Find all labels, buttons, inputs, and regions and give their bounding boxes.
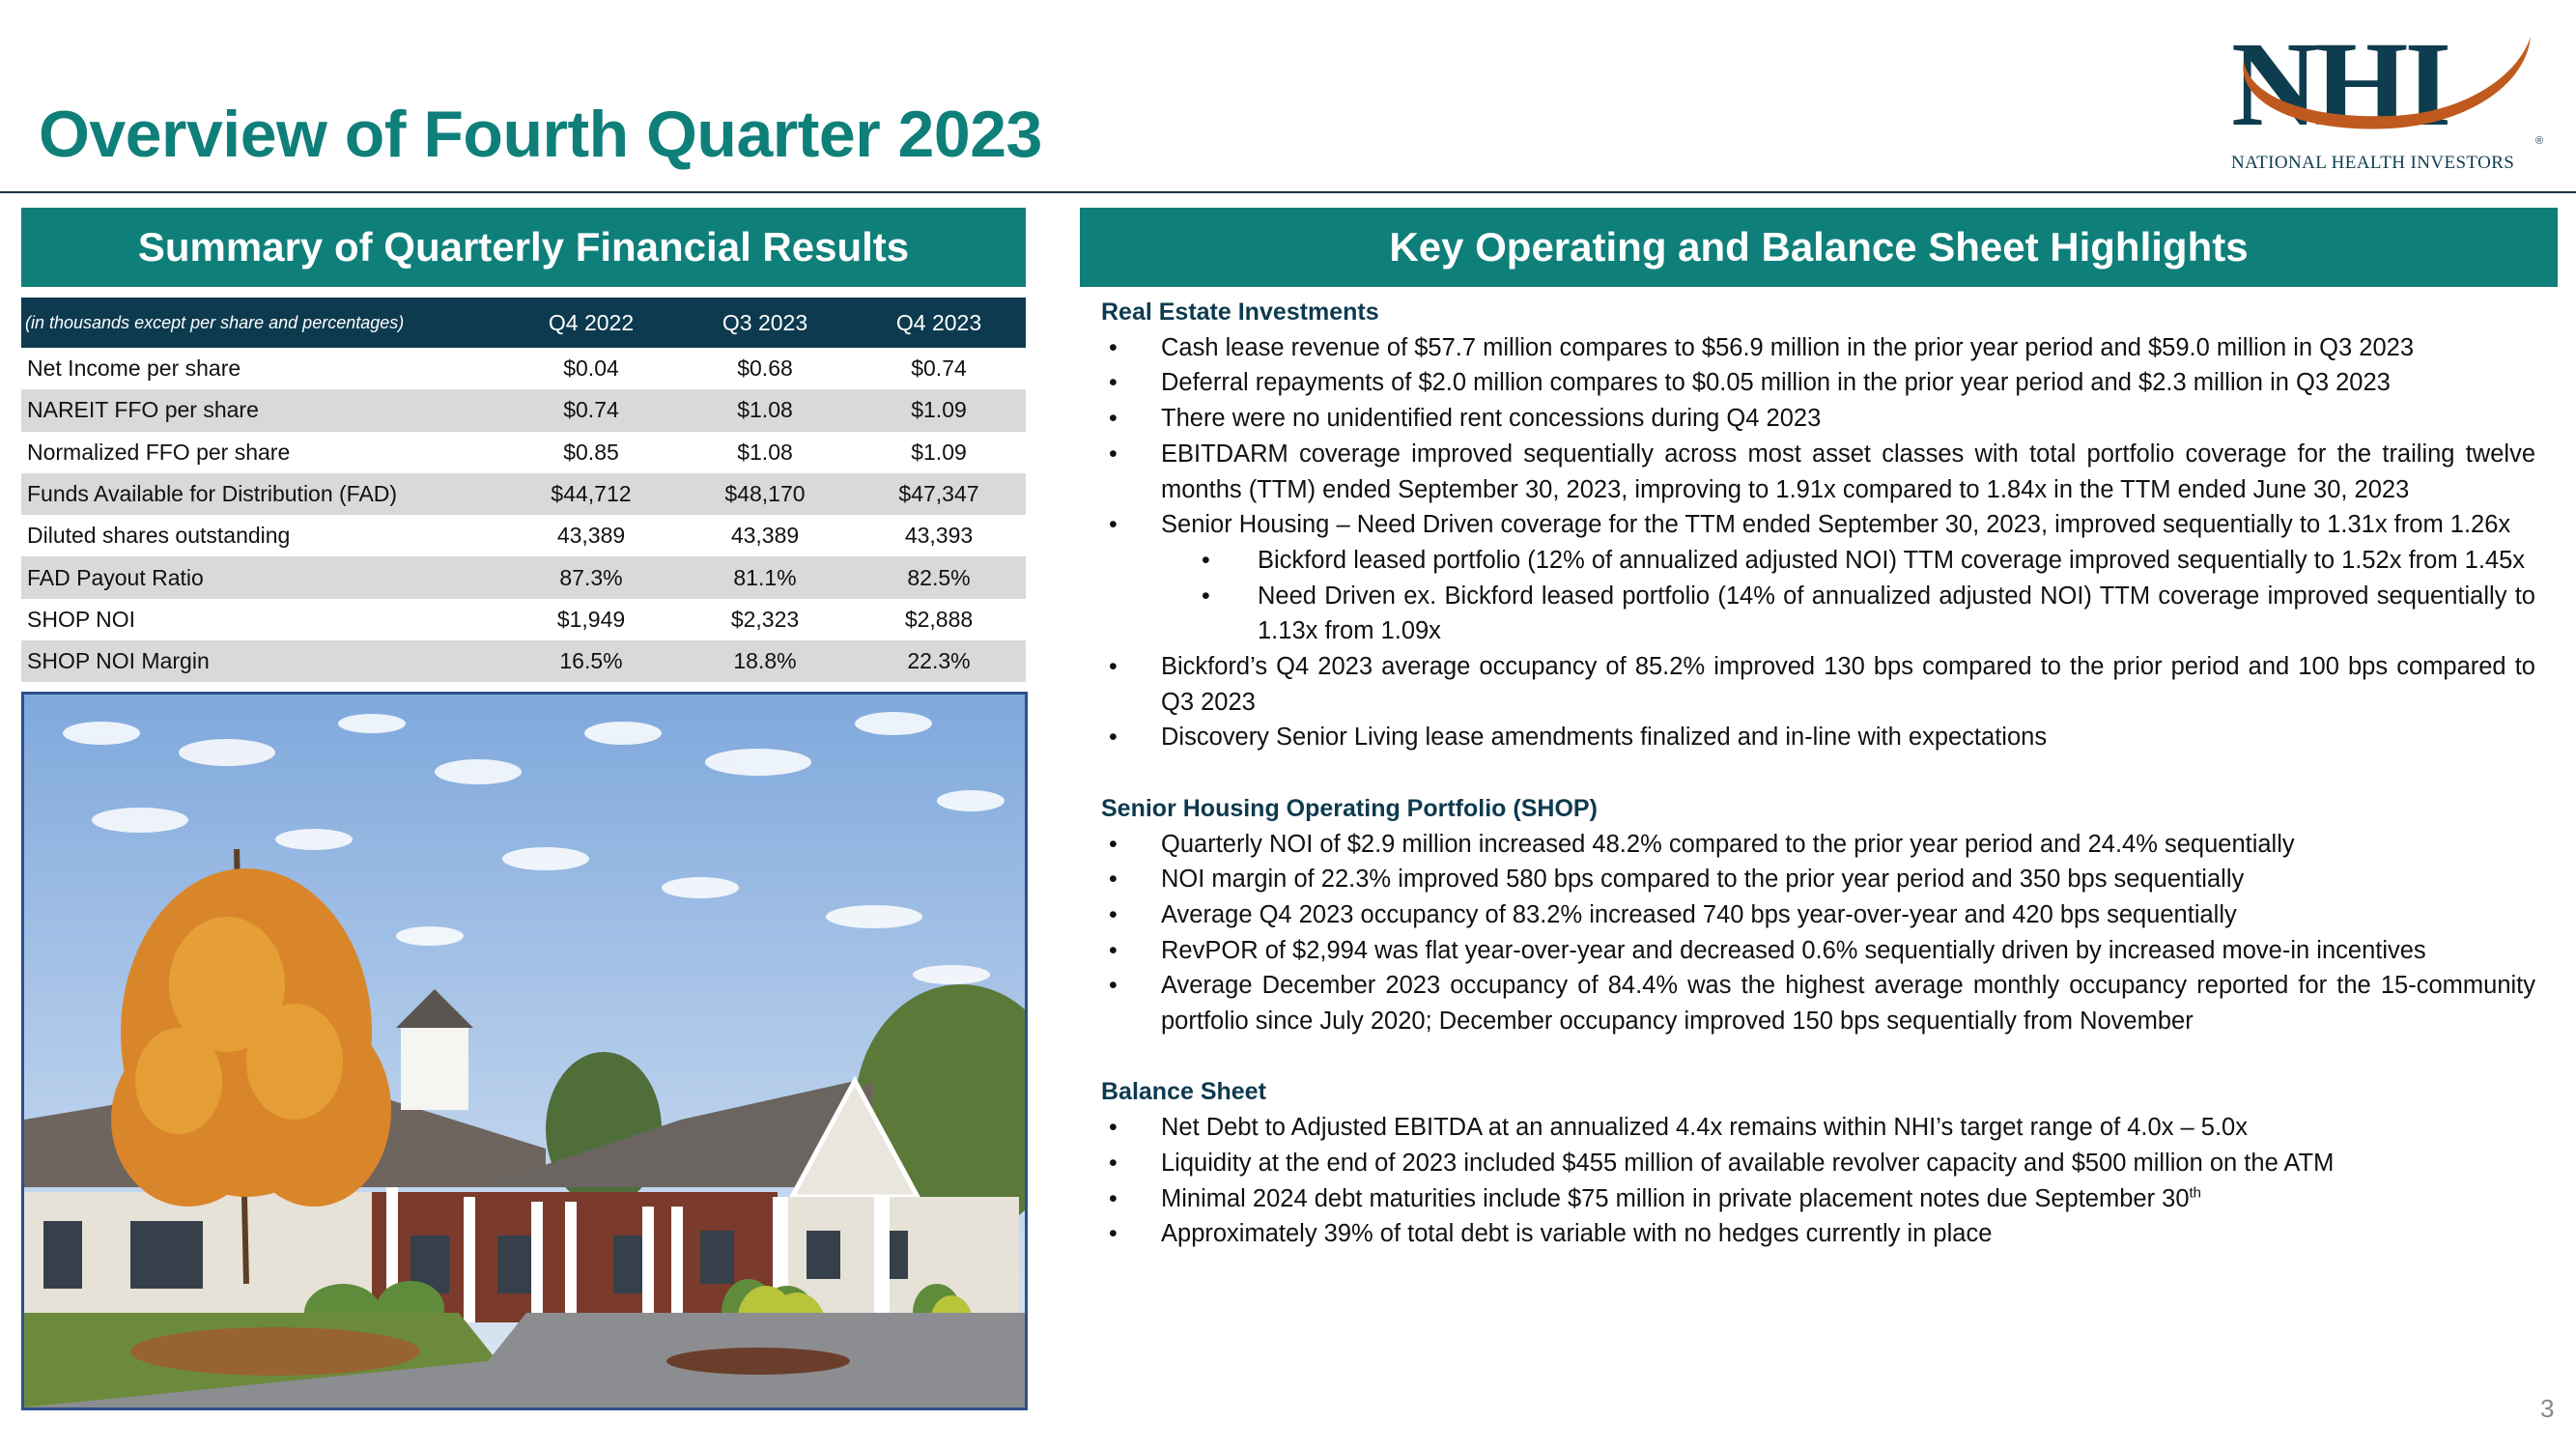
cell-value: $48,170 [678,473,852,515]
table-row [21,389,1026,431]
list-item [1101,1181,2535,1217]
cell-value: 43,393 [904,523,974,549]
section-title-balance-sheet: Balance Sheet [1101,1078,1266,1106]
section-spacer [1101,755,2535,791]
table-row [21,640,1026,682]
table-row [21,473,1026,515]
cell-value: $47,347 [852,473,1026,515]
section-spacer [1101,1039,2535,1075]
row-label: SHOP NOI Margin [21,640,504,682]
nhi-logo [2226,18,2545,177]
list-item: • RevPOR of $2,994 was flat year-over-year and decreased 0.6% sequentially driven by increased move-in incentives [1101,933,2535,969]
cell-value: $1.08 [678,389,852,431]
cell-value: 82.5% [852,556,1026,598]
list-item: • Quarterly NOI of $2.9 million increased 48.2% compared to the prior year period and 24.4% sequentially [1101,827,2535,863]
table-row [21,556,1026,598]
cell-value: $0.68 [737,355,793,382]
cell-value: $1.09 [852,389,1026,431]
list-item: • Senior Housing – Need Driven coverage for the TTM ended September 30, 2023, improved sequentially to 1.31x from 1.26x [1101,507,2535,543]
section-title-real-estate: Real Estate Investments [1101,298,1379,326]
row-label: FAD Payout Ratio [21,556,504,598]
balance-sheet-bullets [1101,1110,2535,1252]
cell-value: $1,949 [556,606,626,632]
table-units-note: (in thousands except per share and percentages) [21,298,504,348]
row-label: Net Income per share [27,355,241,382]
row-label: SHOP NOI [27,606,136,632]
list-item: • Approximately 39% of total debt is variable with no hedges currently in place [1101,1216,2535,1252]
list-item: • Average December 2023 occupancy of 84.4% was the highest average monthly occupancy reported for the 15-community portfolio since July 2020; December occupancy improved 150 bps sequentially from November [1101,968,2535,1038]
cell-value: 81.1% [678,556,852,598]
financial-results-table [21,298,1026,682]
list-item-text: Minimal 2024 debt maturities include $75 million in private placement notes due September 30 [1161,1184,2190,1212]
title-divider [0,191,2576,193]
row-label: NAREIT FFO per share [21,389,504,431]
list-item: • Average Q4 2023 occupancy of 83.2% increased 740 bps year-over-year and 420 bps sequentially [1101,897,2535,933]
cell-value: 16.5% [504,640,678,682]
ordinal-superscript: th [2189,1184,2202,1202]
building-illustration [24,695,1025,1407]
page-title: Overview of Fourth Quarter 2023 [39,98,1042,171]
table-header-row [21,298,1026,348]
sub-list-item: • Bickford leased portfolio (12% of annualized adjusted NOI) TTM coverage improved sequentially to 1.52x from 1.45x [1101,543,2535,579]
list-item: • There were no unidentified rent concessions during Q4 2023 [1101,401,2535,437]
list-item: • Net Debt to Adjusted EBITDA at an annualized 4.4x remains within NHI’s target range of 4.0x – 5.0x [1101,1110,2535,1146]
row-label: Normalized FFO per share [27,439,291,465]
list-item: • Cash lease revenue of $57.7 million compares to $56.9 million in the prior year period and $59.0 million in Q3 2023 [1101,330,2535,366]
list-item: • Deferral repayments of $2.0 million compares to $0.05 million in the prior year period and $2.3 million in Q3 2023 [1101,365,2535,401]
cell-value: 43,389 [730,523,800,549]
highlights-content [1101,295,2535,1252]
column-header: Q4 2023 [852,298,1026,348]
registered-mark: ® [2535,135,2544,147]
shop-bullets [1101,827,2535,1039]
property-photo [21,692,1028,1410]
logo-company-name: NATIONAL HEALTH INVESTORS [2231,153,2515,173]
cell-value: $44,712 [504,473,678,515]
highlights-heading: Key Operating and Balance Sheet Highlights [1080,208,2558,287]
sub-list-item: • Need Driven ex. Bickford leased portfolio (14% of annualized adjusted NOI) TTM coverage improved sequentially to 1.13x from 1.09x [1101,579,2535,649]
financial-results-heading: Summary of Quarterly Financial Results [21,208,1026,287]
cell-value: 43,389 [556,523,626,549]
column-header: Q3 2023 [678,298,852,348]
cell-value: $0.74 [911,355,967,382]
cell-value: 22.3% [852,640,1026,682]
cell-value: $0.85 [563,439,619,465]
logo-swoosh-icon [2226,18,2545,153]
real-estate-bullets [1101,330,2535,755]
cell-value: $1.09 [911,439,967,465]
row-label: Funds Available for Distribution (FAD) [21,473,504,515]
table-row [21,348,1026,389]
cell-value: $2,323 [730,606,800,632]
cell-value: 87.3% [504,556,678,598]
cell-value: $2,888 [904,606,974,632]
logo-letters: NHI [2231,18,2449,152]
cell-value: 18.8% [678,640,852,682]
cell-value: $0.74 [504,389,678,431]
column-header: Q4 2022 [504,298,678,348]
table-row [21,599,1026,640]
cell-value: $0.04 [563,355,619,382]
table-row [21,432,1026,473]
table-row [21,515,1026,556]
list-item: • EBITDARM coverage improved sequentially across most asset classes with total portfolio coverage for the trailing twelve months (TTM) ended September 30, 2023, improving to 1.91x compared to 1.84x in the TTM ended June 30, 2023 [1101,437,2535,507]
section-title-shop: Senior Housing Operating Portfolio (SHOP) [1101,794,1598,822]
list-item: • Discovery Senior Living lease amendments finalized and in-line with expectations [1101,720,2535,755]
row-label: Diluted shares outstanding [27,523,291,549]
cell-value: $1.08 [737,439,793,465]
list-item: • NOI margin of 22.3% improved 580 bps compared to the prior year period and 350 bps sequentially [1101,862,2535,897]
list-item: • Bickford’s Q4 2023 average occupancy of 85.2% improved 130 bps compared to the prior period and 100 bps compared to Q3 2023 [1101,649,2535,720]
list-item: • Liquidity at the end of 2023 included $455 million of available revolver capacity and $500 million on the ATM [1101,1146,2535,1181]
page-number: 3 [2540,1394,2555,1423]
